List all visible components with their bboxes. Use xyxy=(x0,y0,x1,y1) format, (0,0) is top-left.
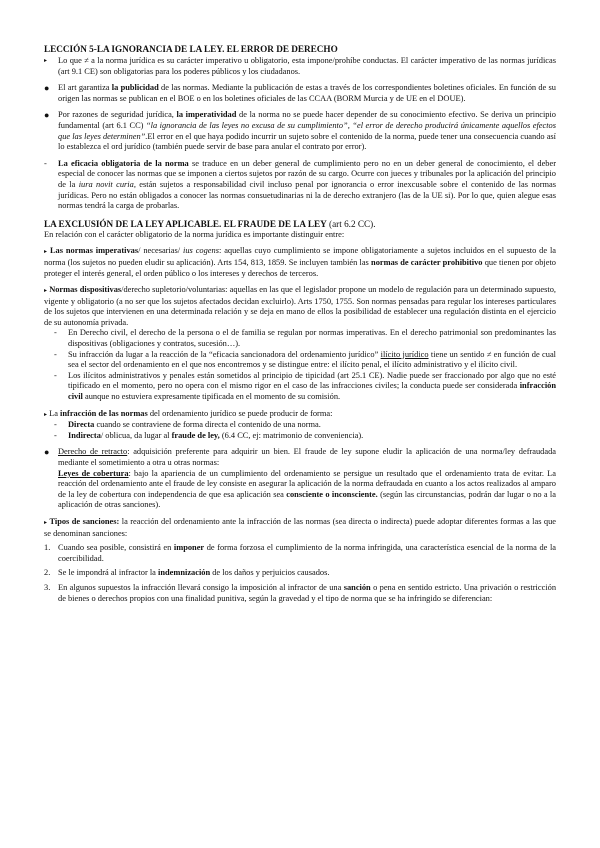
triangle-bullet-icon: ▸ xyxy=(44,249,48,256)
dispositive-norms-paragraph: ▸ Normas dispositivas/derecho supletorio/voluntarias: aquellas en las que el legislador propone un modelo de regulación para un determinado supuesto, vigente y obligatorio (a no ser que los sujetos afectados decidan excluirlo). Arts 1750, 1755. Son normas pensadas para regular los intereses particulares de los sujetos que intervienen en una determinada relación y se deja en mano de ellos la posibilidad de establecer una regulación distinta en el ejercicio de su autonomía privada. xyxy=(44,285,556,327)
list-item: - Los ilícitos administrativos y penales están sometidos al principio de tipicidad (art 25.1 CE). Nadie puede ser fraccionado por algo que no esté tipificado en el momento, pero no opera con el mismo rigor en el caso de las infracciones civiles; la conducta puede ser considerada infracción civil aunque no estuviera expresamente tipificada en el momento de su comisión. xyxy=(54,370,556,402)
dash-bullet-icon: - xyxy=(54,328,57,338)
dispositive-sublist xyxy=(44,328,556,402)
triangle-bullet-icon: ▸ xyxy=(44,519,48,526)
infraction-paragraph: ▸ La infracción de las normas del ordenamiento jurídico se puede producir de forma: xyxy=(44,408,333,418)
list-item: ● El art garantiza la publicidad de las normas. Mediante la publicación de estas a través de los correspondientes boletines oficiales. En función de su origen las normas se publican en el BOE o en los boletines oficiales de las CCAA (BORM Murcia y de UE en el DOUE). xyxy=(44,83,556,103)
retracto-paragraph: ● Derecho de retracto: adquisición preferente para adquirir un bien. El fraude de ley supone eludir la aplicación de una norma/ley defraudada mediante el sometimiento a otra u otras normas: Leyes de cobertura: bajo la apariencia de un cumplimiento del ordenamiento se persigue un resultado que el ordenamiento trata de evitar. La reacción del ordenamiento ante el fraude de ley consiste en asegurar la aplicación de la norma defraudada en cuanto a los actos realizados al amparo de la ley de cobertura con independencia de que esa aplicación sea consciente o inconsciente. (según las circunstancias, podrán dar lugar o no a la aplicación de otras sanciones). xyxy=(44,447,556,510)
dash-bullet-icon: - xyxy=(54,349,57,359)
list-number: 1. xyxy=(44,543,51,553)
bullet-icon: ● xyxy=(44,447,50,458)
triangle-bullet-icon: ▸ xyxy=(44,288,48,295)
list-number: 3. xyxy=(44,582,51,592)
list-item: - Indirecta/ oblicua, da lugar al fraude de ley, (6.4 CC, ej: matrimonio de conveniencia). xyxy=(54,430,364,440)
infraction-sublist xyxy=(44,420,556,441)
section-intro: En relación con el carácter obligatorio de la norma jurídica es importante distinguir entre: xyxy=(44,229,345,239)
list-item: - Su infracción da lugar a la reacción de la “eficacia sancionadora del ordenamiento jurídico” ilícito jurídico tiene un sentido ≠ en función de cual sea el sector del ordenamiento en el que nos encontremos y se distingue entre: el ilícito penal, el ilícito administrativo y el ilícito civil. xyxy=(54,349,556,370)
dash-bullet-icon: - xyxy=(44,158,47,168)
list-item: ● Por razones de seguridad jurídica, la imperatividad de la norma no se puede hacer depender de su conocimiento efectivo. Se deriva un principio fundamental (art 6.1 CC) “la ignorancia de las leyes no excusa de su cumplimiento”, “el error de derecho producirá únicamente aquellos efectos que las leyes determinen”.El error en el que haya podido incurrir un sujeto sobre el contenido de la norma, puede tener una consecuencia cuando así lo establezca el ord jurídico (también puede servir de base para anular el contrato por error). xyxy=(44,110,556,152)
imperative-norms-paragraph: ▸ Las normas imperativas/ necesarias/ ius cogens: aquellas cuyo cumplimiento se impone obligatoriamente a sujetos incluidos en el supuesto de la norma (los sujetos no pueden eludir su aplicación). Arts 154, 813, 1859. Se incluyen también las normas de carácter prohibitivo que tienen por objeto proteger el interés general, el orden público o los intereses y derechos de terceros. xyxy=(44,246,557,278)
sanctions-list xyxy=(44,543,556,604)
list-item: - En Derecho civil, el derecho de la persona o el de familia se regulan por normas imperativas. En el derecho patrimonial son predominantes las dispositivas (obligaciones y contratos, sucesión…). xyxy=(54,328,556,349)
triangle-bullet-icon: ▸ xyxy=(44,411,48,418)
list-item: 3. En algunos supuestos la infracción llevará consigo la imposición al infractor de una sanción o pena en sentido estricto. Una privación o restricción de bienes o derechos propios con una finalidad punitiva, según la gravedad y el tipo de norma que se ha infringido se diferencian: xyxy=(44,582,557,603)
triangle-bullet-icon: ▸ xyxy=(44,58,48,64)
bullet-icon: ● xyxy=(44,83,50,94)
list-item: 1. Cuando sea posible, consistirá en imponer de forma forzosa el cumplimiento de la norma infringida, una característica esencial de la norma de la coercibilidad. xyxy=(44,543,556,563)
list-item: 2. Se le impondrá al infractor la indemnización de los daños y perjuicios causados. xyxy=(44,568,330,578)
cover-laws-paragraph: Leyes de cobertura: bajo la apariencia de un cumplimiento del ordenamiento se persigue un resultado que el ordenamiento trata de evitar. La reacción del ordenamiento ante el fraude de ley consiste en asegurar la aplicación de la norma defraudada en cuanto a los actos realizados al amparo de la ley de cobertura con independencia de que esa aplicación sea consciente o inconsciente. (según las circunstancias, podrán dar lugar o no a la aplicación de otras sanciones). xyxy=(58,468,556,510)
dash-bullet-icon: - xyxy=(54,370,57,380)
dash-bullet-icon: - xyxy=(54,420,57,430)
list-number: 2. xyxy=(44,568,51,578)
lesson-title: LECCIÓN 5-LA IGNORANCIA DE LA LEY. EL ERROR DE DERECHO xyxy=(44,44,338,54)
intro-list xyxy=(44,56,556,212)
sanctions-paragraph: ▸ Tipos de sanciones: la reacción del ordenamiento ante la infracción de las normas (sea directa o indirecta) puede adoptar diferentes formas a las que se denominan sanciones: xyxy=(44,516,556,538)
list-item: ▸ Lo que ≠ a la norma jurídica es su carácter imperativo u obligatorio, esta impone/prohíbe conductas. El carácter imperativo de las normas jurídicas (art 9.1 CE) son obligatorias para los poderes públicos y los ciudadanos. xyxy=(44,56,556,76)
bullet-icon: ● xyxy=(44,110,50,121)
list-item: - Directa cuando se contraviene de forma directa el contenido de una norma. xyxy=(54,420,321,430)
section-heading: LA EXCLUSIÓN DE LA LEY APLICABLE. EL FRAUDE DE LA LEY (art 6.2 CC). xyxy=(44,218,376,229)
dash-bullet-icon: - xyxy=(54,430,57,440)
list-item: - La eficacia obligatoria de la norma se traduce en un deber general de cumplimiento pero no en un deber general de conocimiento, el deber especial de conocer las normas que se imponen a ciertos sujetos por razón de su cargo. Ocurre con jueces y tribunales por la aplicación del principio de la iura novit curia, están sujetos a responsabilidad civil incluso penal por ignorancia o error inexcusable sobre el contenido de las normas jurídicas. Pero no están obligados a conocer las normas consuetudinarias ni la de derecho extranjero (las de la UE si). Por lo que, quien alegue esas normas tendrá la carga de probarlas. xyxy=(44,158,557,211)
